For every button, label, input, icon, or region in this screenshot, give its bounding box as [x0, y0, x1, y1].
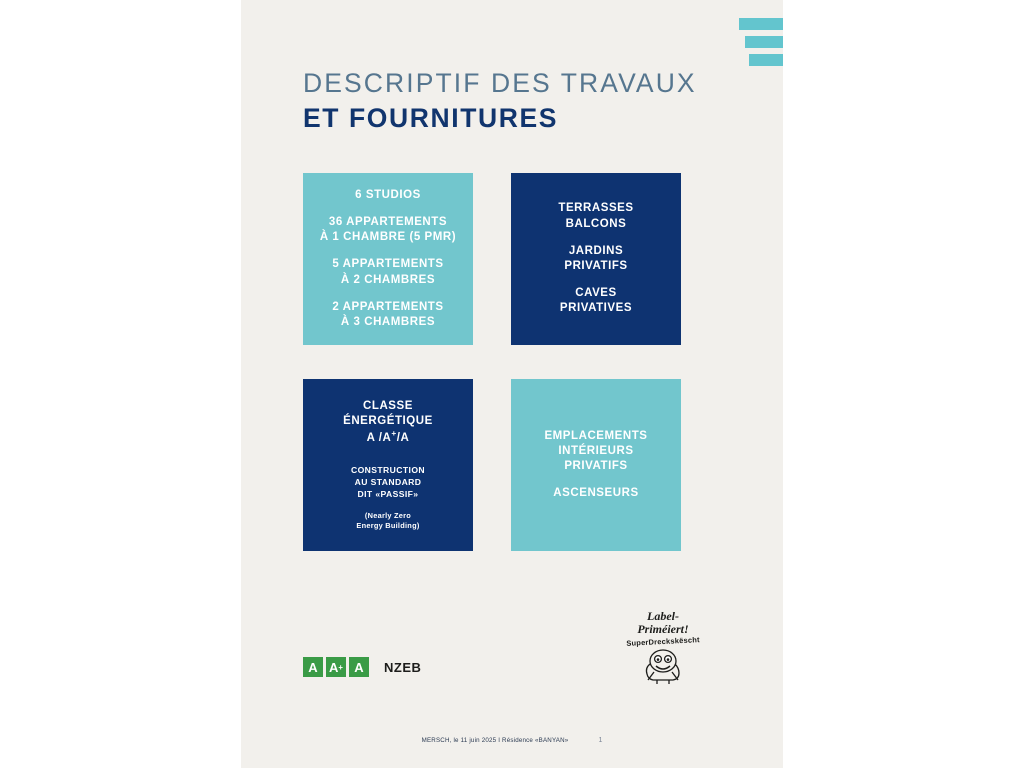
document-page — [241, 0, 783, 768]
box-line: BALCONS — [565, 217, 627, 230]
box-line: 5 APPARTEMENTS — [332, 258, 444, 271]
box-line: (Nearly Zero — [364, 511, 412, 521]
box-line: TERRASSES — [558, 202, 634, 215]
page-title — [303, 68, 743, 135]
box-parking-group-2 — [553, 486, 638, 501]
box-line: CAVES — [575, 287, 617, 300]
box-units-group-2 — [320, 215, 456, 245]
box-line: A /A+/A — [366, 428, 410, 444]
box-parking-group-1 — [544, 429, 647, 475]
box-outdoor — [511, 173, 681, 345]
box-energy — [303, 379, 473, 551]
box-line: CONSTRUCTION — [350, 464, 426, 475]
box-line: PRIVATIFS — [564, 260, 628, 272]
page-number: 1 — [598, 737, 603, 744]
label-primeiert-stamp — [620, 610, 706, 694]
stamp-line-2: Priméiert! — [637, 621, 689, 636]
box-line: INTÉRIEURS — [558, 444, 634, 457]
box-line: À 1 CHAMBRE (5 PMR) — [319, 231, 457, 244]
box-energy-subtext-2 — [356, 511, 419, 531]
box-outdoor-group-2 — [564, 244, 627, 274]
box-line: À 3 CHAMBRES — [340, 315, 436, 328]
box-line: CLASSE — [363, 399, 413, 412]
nzeb-badge-a2: A — [349, 657, 369, 677]
nzeb-label: NZEB — [384, 659, 422, 675]
nzeb-logo — [303, 657, 421, 677]
box-line: Energy Building) — [356, 521, 420, 531]
footer-text: MERSCH, le 11 juin 2025 I Résidence «BANYAN» — [421, 737, 569, 744]
box-line: PRIVATIVES — [559, 302, 633, 315]
box-line: ÉNERGÉTIQUE — [343, 414, 433, 427]
stamp-arc-text: SuperDreckskëscht — [626, 635, 700, 649]
stamp-line-1: Label- — [647, 609, 679, 623]
page-title-line-1: DESCRIPTIF DES TRAVAUX — [303, 68, 697, 98]
box-energy-subtext — [351, 465, 425, 501]
nzeb-badge-aplus: A + — [326, 657, 346, 677]
superdreckskescht-mascot-icon — [620, 645, 706, 690]
box-energy-group-1 — [343, 399, 433, 446]
page-title-line-2: ET FOURNITURES — [303, 103, 559, 134]
box-line: 36 APPARTEMENTS — [328, 216, 448, 229]
decorative-chevron-icon — [739, 18, 783, 74]
box-outdoor-group-1 — [558, 201, 633, 231]
box-line: PRIVATIFS — [564, 460, 628, 472]
box-parking — [511, 379, 681, 551]
box-line: JARDINS — [568, 244, 624, 257]
box-line: DIT «PASSIF» — [357, 488, 419, 499]
box-line: EMPLACEMENTS — [544, 429, 648, 442]
box-line: 6 STUDIOS — [355, 188, 421, 201]
box-units-group-3 — [332, 257, 443, 287]
nzeb-badges — [303, 657, 372, 677]
box-units-group-1 — [355, 188, 421, 203]
page-footer — [241, 737, 783, 744]
box-outdoor-group-3 — [560, 286, 632, 316]
box-line: 2 APPARTEMENTS — [332, 300, 444, 313]
box-line: AU STANDARD — [354, 476, 422, 487]
box-line: À 2 CHAMBRES — [340, 273, 436, 286]
box-line: ASCENSEURS — [553, 487, 639, 500]
box-units-group-4 — [332, 300, 443, 330]
box-units — [303, 173, 473, 345]
nzeb-badge-a1: A — [303, 657, 323, 677]
